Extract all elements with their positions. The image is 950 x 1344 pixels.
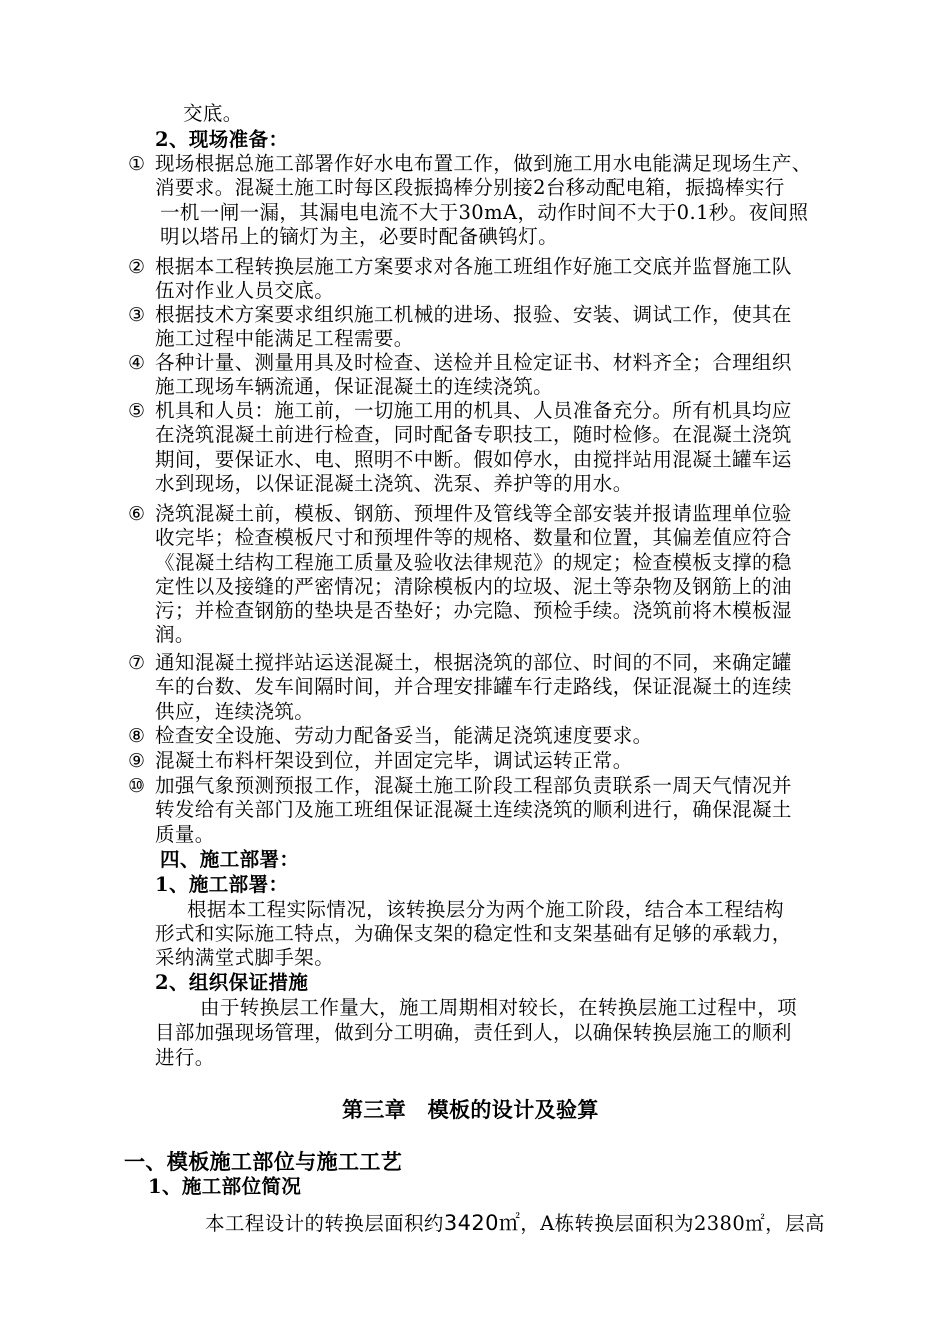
list-item	[128, 255, 888, 304]
area-value: 3420㎡	[443, 1211, 521, 1235]
item-line: 混凝土布料杆架设到位，并固定完毕，调试运转正常。	[155, 749, 633, 772]
list-item	[128, 774, 888, 847]
paragraph-line: 形式和实际施工特点，为确保支架的稳定性和支架基础有足够的承载力，	[155, 922, 792, 945]
item-line: 转发给有关部门及施工班组保证混凝土连续浇筑的顺利进行，确保混凝土	[155, 798, 792, 822]
item-line: 施工过程中能满足工程需要。	[155, 327, 414, 351]
section-heading: 2、现场准备：	[155, 128, 289, 151]
paragraph-text: 本工程设计的转换层面积约	[205, 1212, 444, 1235]
list-item	[128, 502, 888, 648]
item-number: ⑩	[128, 775, 146, 797]
item-number: ⑤	[128, 400, 146, 422]
item-line: 定性以及接缝的严密情况；清除模板内的垃圾、泥土等杂物及钢筋上的油	[155, 574, 792, 598]
item-line: 根据技术方案要求组织施工机械的进场、报验、安装、调试工作，使其在	[155, 303, 792, 326]
part-heading: 一、模板施工部位与施工工艺	[124, 1149, 403, 1174]
item-line: 加强气象预测预报工作，混凝土施工阶段工程部负责联系一周天气情况并	[155, 774, 792, 797]
subsection-heading: 2、组织保证措施	[155, 971, 309, 994]
item-line: 消要求。混凝土施工时每区段振捣棒分别接2台移动配电箱，振捣棒实行	[155, 176, 785, 200]
item-number: ⑦	[128, 652, 146, 674]
item-number: ④	[128, 352, 146, 374]
item-number: ⑥	[128, 503, 146, 525]
list-item	[128, 303, 888, 352]
item-line: 通知混凝土搅拌站运送混凝土，根据浇筑的部位、时间的不同，来确定罐	[155, 651, 792, 674]
item-number: ⑨	[128, 750, 146, 772]
item-line: 收完毕；检查模板尺寸和预埋件等的规格、数量和位置，其偏差值应符合	[155, 526, 792, 550]
paragraph-line: 进行。	[155, 1046, 215, 1069]
item-line: 《混凝土结构工程施工质量及验收法律规范》的规定；检查模板支撑的稳	[155, 550, 792, 574]
chapter-title: 第三章 模板的设计及验算	[342, 1097, 599, 1122]
list-item	[128, 152, 888, 249]
item-line: 水到现场，以保证混凝土浇筑、洗泵、养护等的用水。	[155, 471, 633, 495]
paragraph-line	[205, 1211, 825, 1236]
paragraph-line: 采纳满堂式脚手架。	[155, 946, 335, 969]
item-line: 机具和人员：施工前，一切施工用的机具、人员准备充分。所有机具均应	[155, 399, 792, 422]
item-line: 伍对作业人员交底。	[155, 279, 335, 303]
item-line: 质量。	[155, 822, 215, 846]
continuation-text: 交底。	[183, 102, 243, 125]
item-line: 期间，要保证水、电、照明不中断。假如停水，由搅拌站用混凝土罐车运	[155, 447, 792, 471]
item-line: 检查安全设施、劳动力配备妥当，能满足浇筑速度要求。	[155, 724, 653, 747]
item-line: 根据本工程转换层施工方案要求对各施工班组作好施工交底并监督施工队	[155, 255, 792, 278]
list-item	[128, 749, 888, 773]
item-line: 车的台数、发车间隔时间，并合理安排罐车行走路线，保证混凝土的连续	[155, 675, 792, 699]
item-line: 明以塔吊上的镝灯为主，必要时配备碘钨灯。	[160, 224, 559, 248]
subsection-heading: 1、施工部位简况	[148, 1175, 302, 1198]
item-number: ①	[128, 153, 146, 175]
item-line: 污；并检查钢筋的垫块是否垫好；办完隐、预检手续。浇筑前将木模板湿	[155, 599, 792, 623]
item-number: ③	[128, 304, 146, 326]
paragraph-line: 由于转换层工作量大，施工周期相对较长，在转换层施工过程中，项	[200, 996, 798, 1019]
list-item	[128, 651, 888, 724]
subsection-heading: 1、施工部署：	[155, 873, 289, 896]
list-item	[128, 351, 888, 400]
item-line: 润。	[155, 623, 195, 647]
item-line: 供应，连续浇筑。	[155, 699, 315, 723]
item-number: ⑧	[128, 725, 146, 747]
item-line: 施工现场车辆流通，保证混凝土的连续浇筑。	[155, 375, 554, 399]
list-item	[128, 724, 888, 748]
item-number: ②	[128, 256, 146, 278]
item-line: 在浇筑混凝土前进行检查，同时配备专职技工，随时检修。在混凝土浇筑	[155, 423, 792, 447]
paragraph-text: ，A栋转换层面积为2380㎡，层高	[520, 1212, 825, 1235]
section-heading: 四、施工部署：	[160, 848, 300, 871]
item-line: 一机一闸一漏，其漏电电流不大于30mA，动作时间不大于0.1秒。夜间照	[160, 200, 809, 224]
item-line: 现场根据总施工部署作好水电布置工作，做到施工用水电能满足现场生产、	[155, 152, 812, 175]
item-line: 各种计量、测量用具及时检查、送检并且检定证书、材料齐全；合理组织	[155, 351, 792, 374]
paragraph-line: 目部加强现场管理，做到分工明确，责任到人，以确保转换层施工的顺利	[155, 1021, 792, 1044]
paragraph-line: 根据本工程实际情况，该转换层分为两个施工阶段，结合本工程结构	[187, 898, 785, 921]
list-item	[128, 399, 888, 496]
item-line: 浇筑混凝土前，模板、钢筋、预埋件及管线等全部安装并报请监理单位验	[155, 502, 792, 525]
